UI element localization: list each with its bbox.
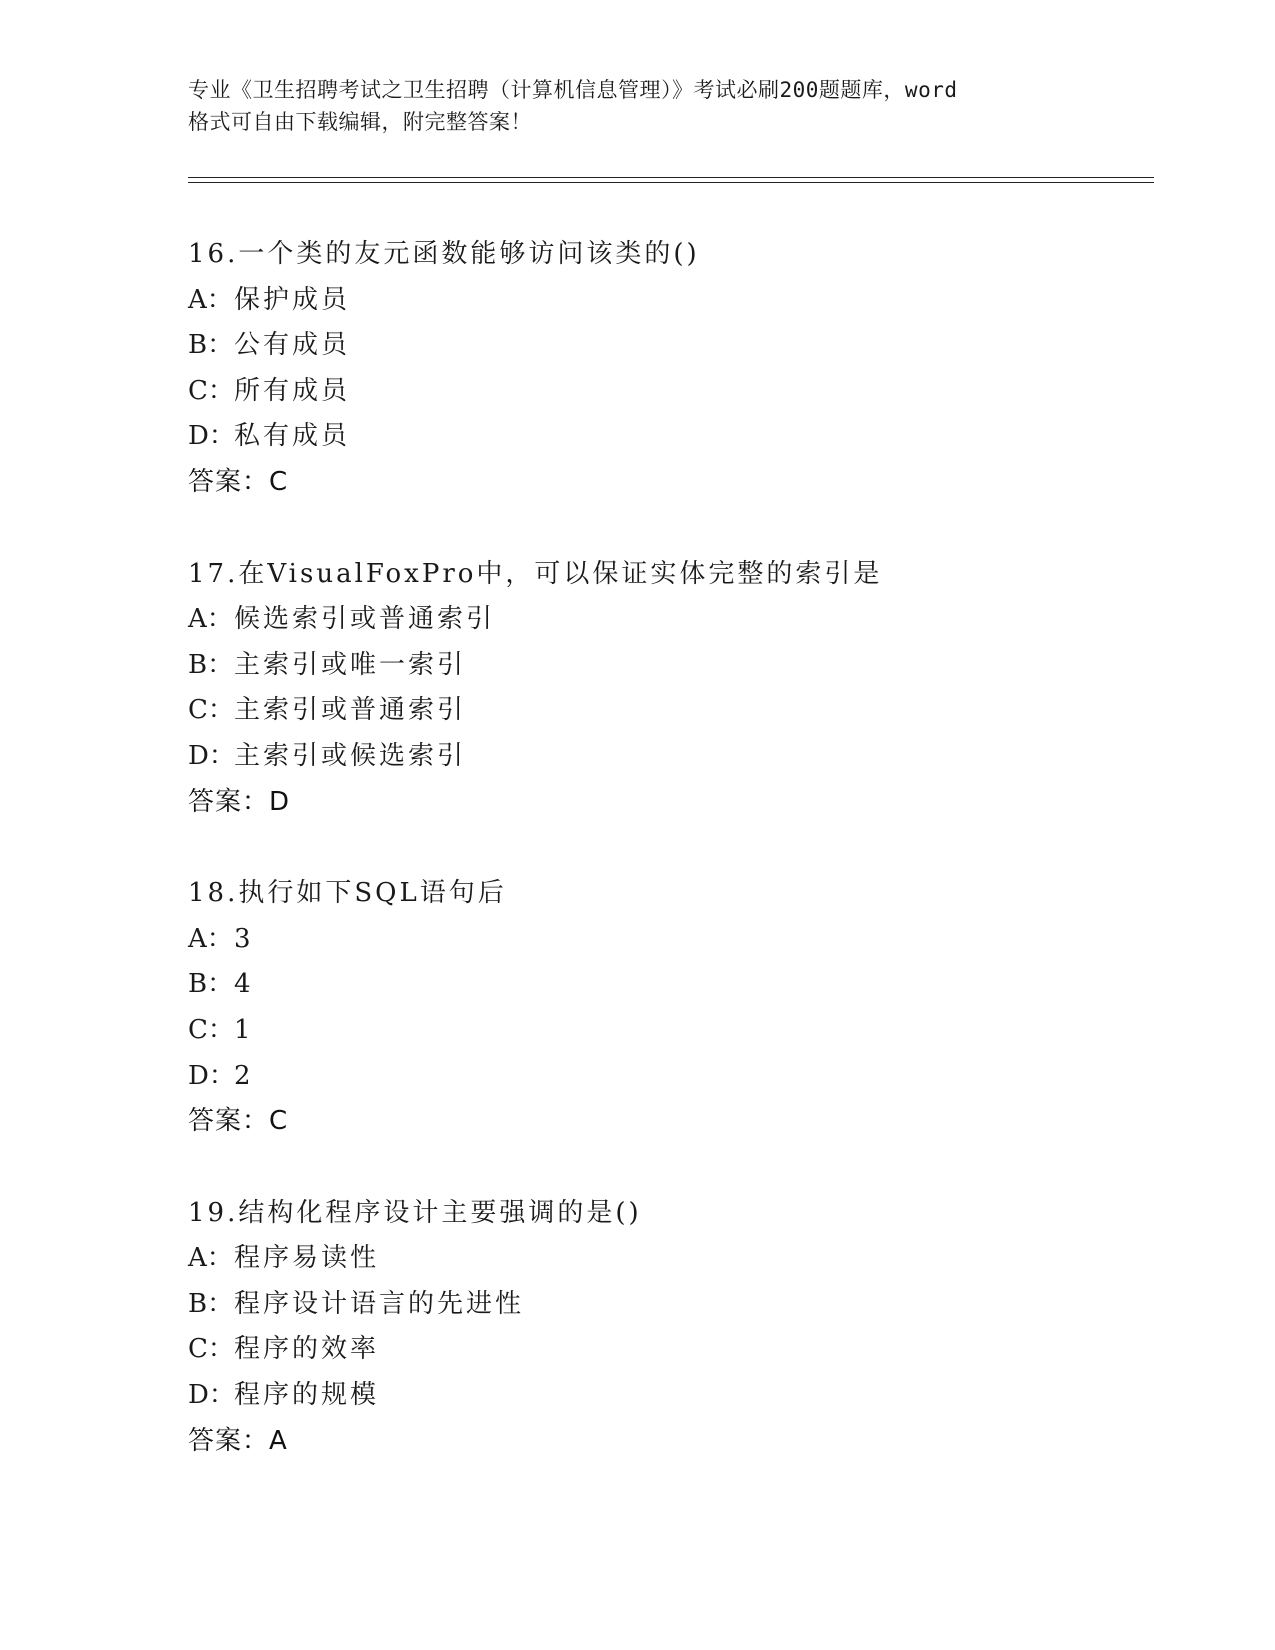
answer-line: 答案：A	[188, 1425, 288, 1456]
question-18	[188, 871, 1154, 1145]
option-key: D：	[188, 421, 235, 452]
option-key: B：	[188, 649, 234, 680]
option-text: 3	[234, 923, 254, 954]
option-key: A：	[188, 1243, 233, 1274]
header-divider-top	[188, 177, 1154, 178]
question-stem: 18.执行如下SQL语句后	[188, 878, 507, 909]
option-a	[188, 1236, 1154, 1282]
option-b	[188, 1282, 1154, 1328]
header-line-2: 格式可自由下载编辑，附完整答案！	[188, 110, 532, 134]
option-key: C：	[188, 375, 234, 406]
option-text: 主索引或候选索引	[234, 740, 467, 771]
answer-line: 答案：D	[188, 786, 291, 817]
option-key: A：	[188, 923, 233, 954]
option-c	[188, 1327, 1154, 1373]
question-stem: 19.结构化程序设计主要强调的是()	[188, 1197, 642, 1228]
option-d	[188, 734, 1154, 780]
question-stem: 16.一个类的友元函数能够访问该类的()	[188, 239, 700, 269]
option-d	[188, 414, 1154, 460]
question-list	[188, 232, 1154, 1464]
option-text: 候选索引或普通索引	[234, 604, 496, 635]
option-key: D：	[188, 1380, 235, 1411]
option-c	[188, 1008, 1154, 1054]
option-c	[188, 688, 1154, 734]
option-key: C：	[188, 1334, 234, 1365]
question-19	[188, 1191, 1154, 1465]
option-b	[188, 323, 1154, 369]
option-key: A：	[188, 604, 233, 635]
option-a	[188, 597, 1154, 643]
option-d	[188, 1054, 1154, 1100]
option-key: B：	[188, 1288, 234, 1319]
answer-line: 答案：C	[188, 466, 289, 497]
answer-line: 答案：C	[188, 1106, 289, 1137]
question-spacer	[188, 506, 1154, 552]
question-17	[188, 552, 1154, 826]
option-text: 程序的效率	[234, 1334, 380, 1365]
header-line-1: 专业《卫生招聘考试之卫生招聘（计算机信息管理）》考试必刷200题题库，word	[188, 78, 958, 102]
question-stem: 17.在VisualFoxPro中，可以保证实体完整的索引是	[188, 558, 883, 589]
option-text: 所有成员	[234, 375, 351, 406]
option-d	[188, 1373, 1154, 1419]
option-text: 保护成员	[234, 284, 351, 315]
option-key: A：	[188, 284, 233, 315]
question-spacer	[188, 1145, 1154, 1191]
option-key: B：	[188, 330, 234, 361]
option-b	[188, 643, 1154, 689]
option-text: 主索引或普通索引	[234, 695, 467, 726]
option-text: 私有成员	[234, 421, 351, 452]
option-text: 2	[234, 1060, 254, 1091]
question-spacer	[188, 825, 1154, 871]
option-b	[188, 962, 1154, 1008]
option-key: B：	[188, 969, 234, 1000]
option-a	[188, 917, 1154, 963]
option-key: C：	[188, 695, 234, 726]
option-text: 程序易读性	[234, 1243, 380, 1274]
option-text: 程序设计语言的先进性	[234, 1288, 525, 1319]
option-a	[188, 278, 1154, 324]
document-header	[188, 74, 1093, 138]
option-key: D：	[188, 740, 235, 771]
option-text: 公有成员	[234, 330, 351, 361]
option-c	[188, 369, 1154, 415]
option-text: 4	[234, 969, 254, 1000]
question-16	[188, 232, 1154, 506]
option-text: 程序的规模	[234, 1380, 380, 1411]
option-key: D：	[188, 1060, 235, 1091]
option-text: 主索引或唯一索引	[234, 649, 467, 680]
option-text: 1	[234, 1014, 254, 1045]
header-divider-bottom	[188, 182, 1154, 183]
option-key: C：	[188, 1014, 234, 1045]
